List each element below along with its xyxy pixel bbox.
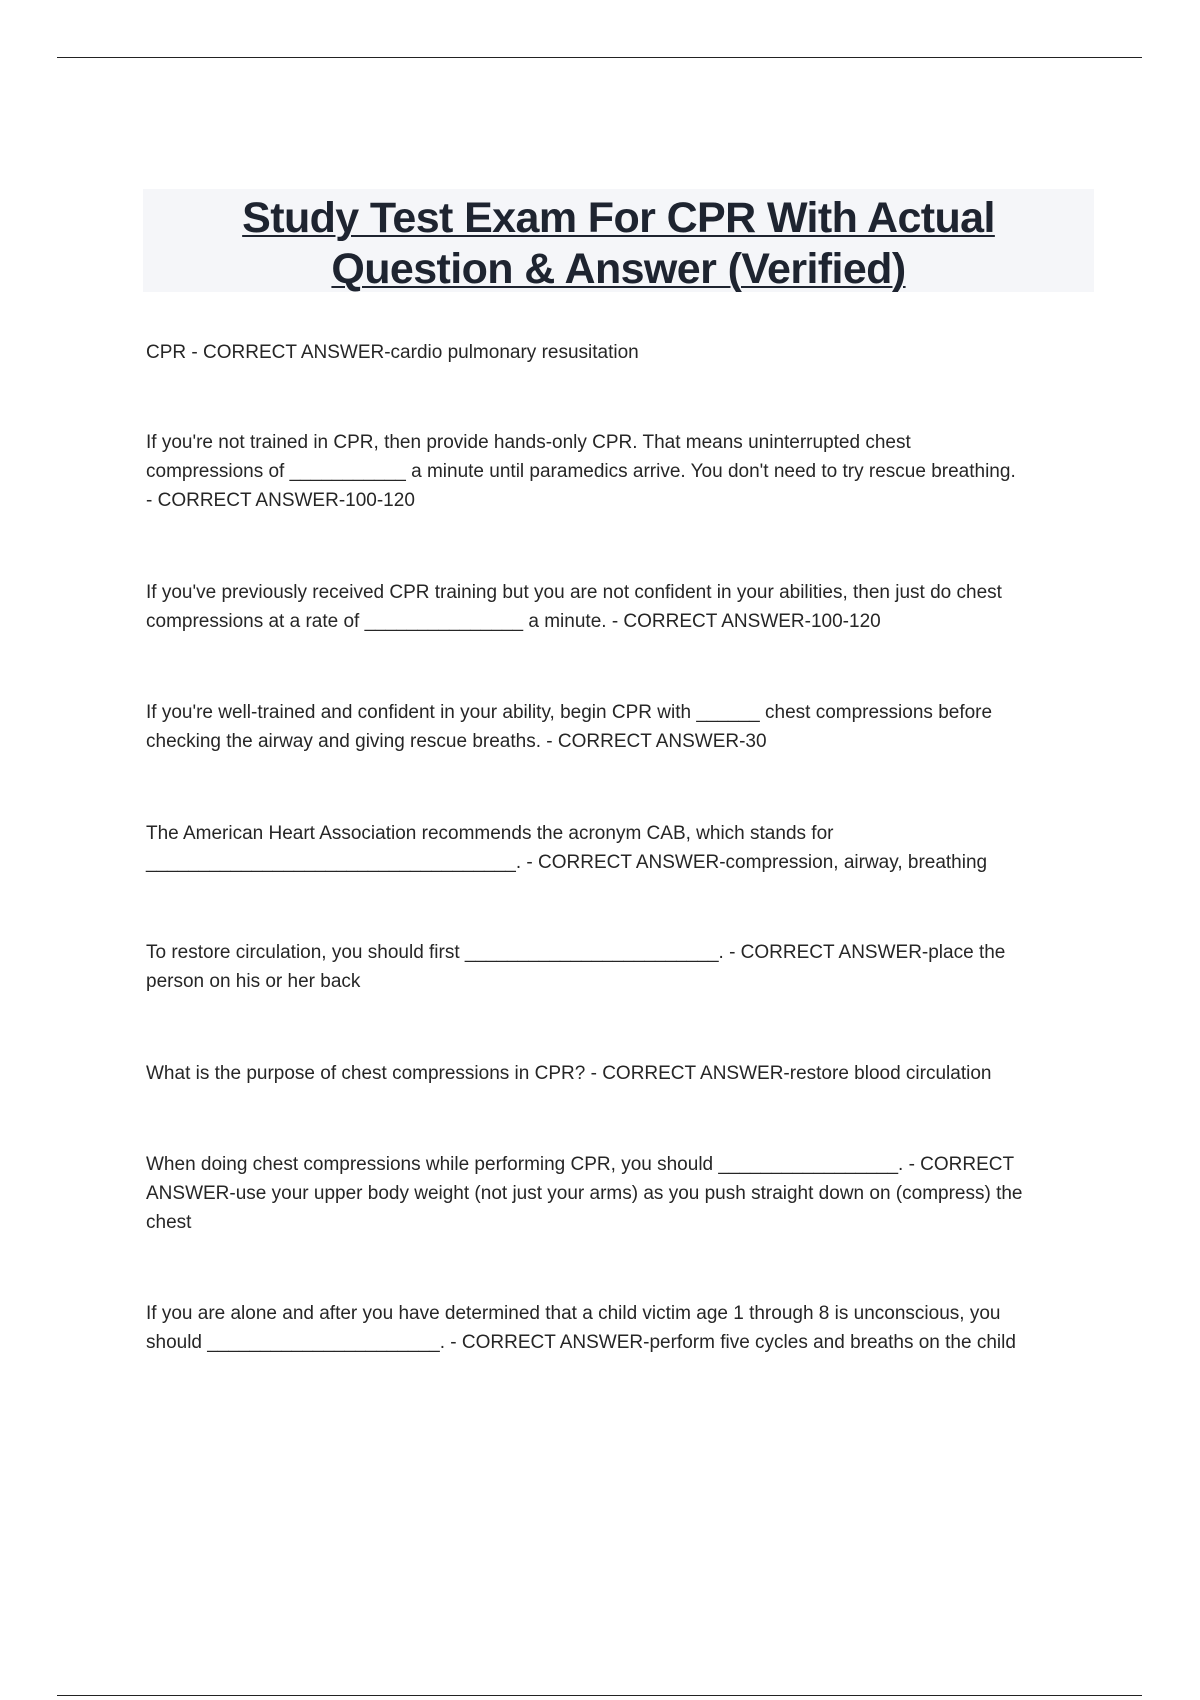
qa-item-6: To restore circulation, you should first ________________________. - CORRECT ANSWER-place the person on his or her back [146,942,1006,992]
qa-item-8: When doing chest compressions while performing CPR, you should _________________. - CORRECT ANSWER-use your upper body weight (not just your arms) as you push straight down on (compress) the chest [146,1154,1023,1233]
qa-item-7: What is the purpose of chest compressions in CPR? - CORRECT ANSWER-restore blood circulation [146,1063,992,1084]
header-rule [57,57,1142,58]
document-title-line-1: Study Test Exam For CPR With Actual [242,194,995,242]
footer-rule [57,1695,1142,1696]
title-banner [143,189,1094,292]
qa-item-9: If you are alone and after you have determined that a child victim age 1 through 8 is unconscious, you should ______________________. - CORRECT ANSWER-perform five cycles and breaths on the child [146,1303,1016,1353]
document-title [143,193,1094,295]
qa-item-3: If you've previously received CPR training but you are not confident in your abilities, then just do chest compressions at a rate of _______________ a minute. - CORRECT ANSWER-100-120 [146,582,1002,632]
qa-item-4: If you're well-trained and confident in your ability, begin CPR with ______ chest compressions before checking the airway and giving rescue breaths. - CORRECT ANSWER-30 [146,702,993,752]
qa-item-5: The American Heart Association recommends the acronym CAB, which stands for ___________________________________. - CORRECT ANSWER-compression, airway, breathing [146,823,988,873]
qa-item-2: If you're not trained in CPR, then provide hands-only CPR. That means uninterrupted chest compressions of ___________ a minute until paramedics arrive. You don't need to try rescue breathing. - CORRECT ANSWER-100-120 [146,432,1016,511]
document-title-line-2: Question & Answer (Verified) [331,245,906,293]
qa-item-1: CPR - CORRECT ANSWER-cardio pulmonary resusitation [146,342,639,363]
